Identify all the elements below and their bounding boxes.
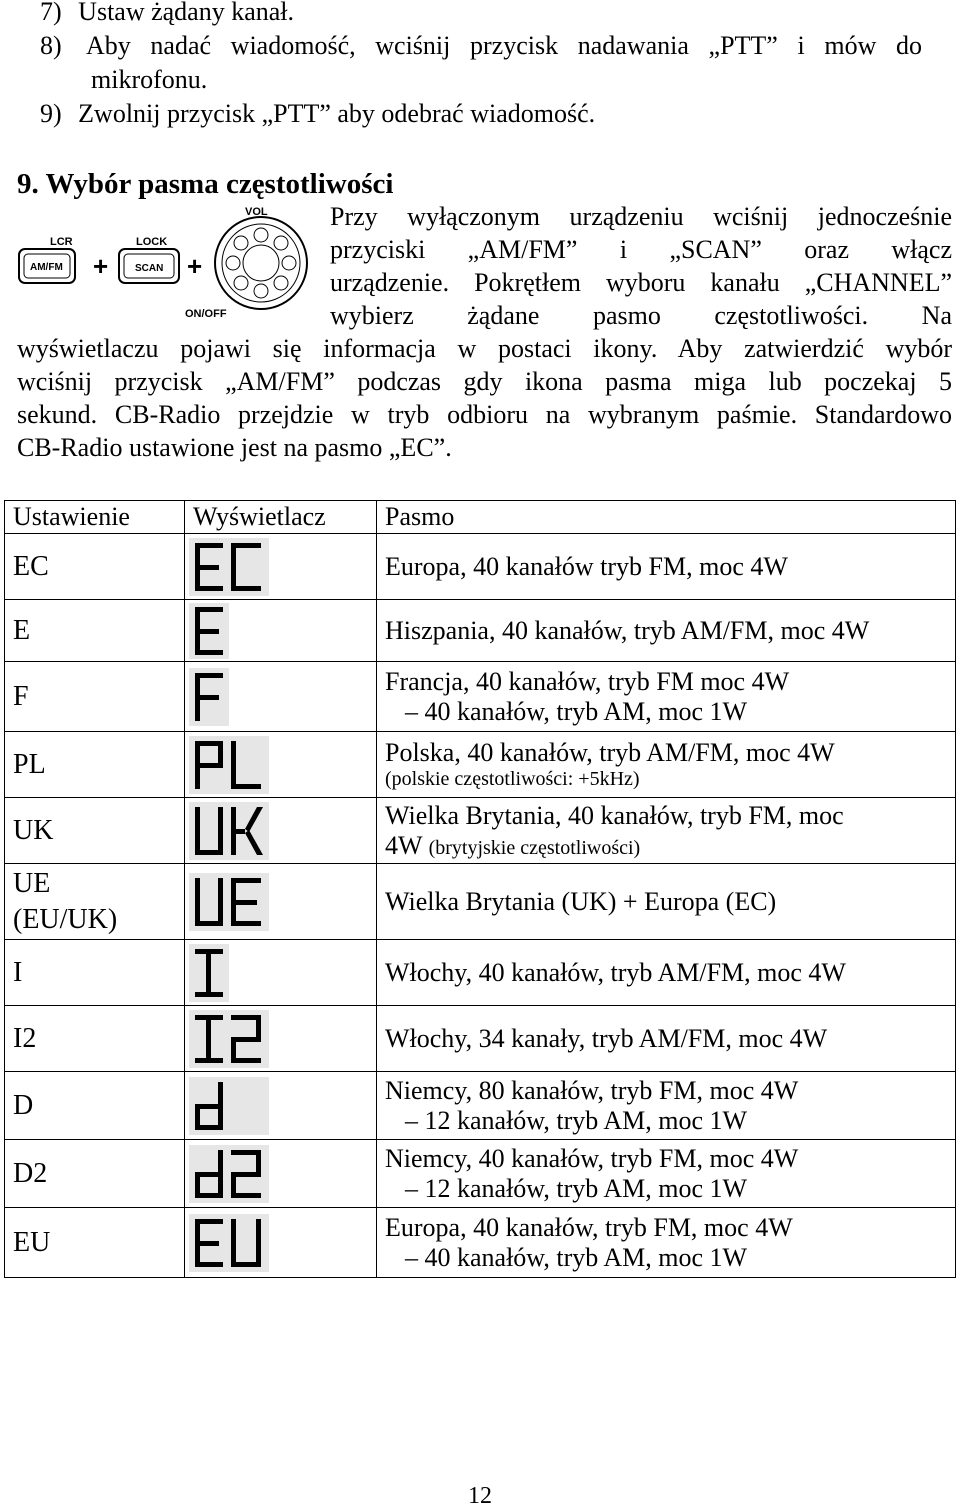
band-line: Wielka Brytania, 40 kanałów, tryb FM, moc	[385, 800, 844, 830]
display-cell	[185, 1072, 377, 1140]
setting-cell: PL	[5, 732, 185, 798]
setting-line: UE	[13, 867, 51, 899]
step-text: Zwolnij przycisk „PTT” aby odebrać wiadomość.	[78, 99, 596, 128]
lcd-icon	[189, 802, 269, 860]
band-line: 4W	[385, 830, 423, 860]
onoff-label: ON/OFF	[185, 308, 227, 320]
vol-knob-center	[243, 245, 279, 281]
section-title: 9. Wybór pasma częstotliwości	[17, 168, 394, 200]
band-line: – 40 kanałów, tryb AM, moc 1W	[405, 696, 748, 726]
vol-knob-outer	[215, 217, 307, 309]
para-line: urządzenie. Pokrętłem wyboru kanału „CHANNEL”	[330, 268, 952, 297]
band-line: Włochy, 34 kanały, tryb AM/FM, moc 4W	[385, 1023, 828, 1053]
header-setting: Ustawienie	[5, 501, 185, 534]
vol-knob-grips	[226, 228, 296, 298]
band-line: – 12 kanałów, tryb AM, moc 1W	[405, 1105, 748, 1135]
lcd-icon	[189, 668, 269, 726]
step-number: 8)	[40, 31, 62, 60]
lcd-icon	[189, 1145, 269, 1203]
step-number: 7)	[40, 0, 62, 26]
para-line: wciśnij przycisk „AM/FM” podczas gdy ikona pasma miga lub poczekaj 5	[17, 367, 952, 396]
setting-cell	[5, 864, 185, 940]
lcr-label: LCR	[50, 236, 73, 248]
band-line: Wielka Brytania (UK) + Europa (EC)	[385, 886, 777, 916]
band-cell	[377, 1006, 956, 1072]
lcd-icon	[189, 1077, 269, 1135]
display-cell	[185, 732, 377, 798]
table-row	[5, 864, 956, 940]
band-line: Francja, 40 kanałów, tryb FM moc 4W	[385, 666, 790, 696]
band-line: Hiszpania, 40 kanałów, tryb AM/FM, moc 4W	[385, 615, 870, 645]
radio-panel-figure	[15, 205, 315, 323]
setting-cell: I	[5, 940, 185, 1006]
display-cell	[185, 1208, 377, 1278]
step-8-line-2: mikrofonu.	[91, 65, 208, 94]
table-row	[5, 534, 956, 600]
lock-label: LOCK	[136, 236, 168, 248]
table-row	[5, 662, 956, 732]
table-row	[5, 798, 956, 864]
band-cell	[377, 940, 956, 1006]
lcd-icon	[189, 538, 269, 596]
plus-2: +	[187, 251, 203, 281]
setting-cell: UK	[5, 798, 185, 864]
setting-cell: EC	[5, 534, 185, 600]
step-text: Ustaw żądany kanał.	[78, 0, 295, 26]
lcd-icon	[189, 1010, 269, 1068]
display-cell	[185, 534, 377, 600]
lcd-icon	[189, 736, 269, 794]
table-row	[5, 1140, 956, 1208]
vol-label: VOL	[245, 206, 268, 218]
display-cell	[185, 662, 377, 732]
band-line: Niemcy, 80 kanałów, tryb FM, moc 4W	[385, 1075, 799, 1105]
setting-line: (EU/UK)	[13, 903, 118, 935]
setting-cell: I2	[5, 1006, 185, 1072]
band-line: Europa, 40 kanałów tryb FM, moc 4W	[385, 551, 788, 581]
band-line: – 12 kanałów, tryb AM, moc 1W	[405, 1173, 748, 1203]
table-row	[5, 1208, 956, 1278]
amfm-label: AM/FM	[30, 262, 63, 273]
para-line: CB-Radio ustawione jest na pasmo „EC”.	[17, 433, 452, 462]
band-cell	[377, 662, 956, 732]
table-row	[5, 1072, 956, 1140]
band-note: (polskie częstotliwości: +5kHz)	[385, 768, 640, 790]
setting-cell: E	[5, 600, 185, 662]
header-display: Wyświetlacz	[185, 501, 377, 534]
band-line: Polska, 40 kanałów, tryb AM/FM, moc 4W	[385, 738, 835, 767]
band-cell	[377, 1072, 956, 1140]
display-cell	[185, 1140, 377, 1208]
plus-1: +	[93, 251, 109, 281]
band-cell	[377, 798, 956, 864]
table-row	[5, 732, 956, 798]
step-9	[40, 97, 595, 131]
display-cell	[185, 864, 377, 940]
section-paragraph-wrapped	[330, 200, 952, 332]
band-cell	[377, 534, 956, 600]
para-line: wyświetlaczu pojawi się informacja w postaci ikony. Aby zatwierdzić wybór	[17, 334, 952, 363]
table-row	[5, 600, 956, 662]
setting-cell: F	[5, 662, 185, 732]
band-cell	[377, 1208, 956, 1278]
setting-cell: D	[5, 1072, 185, 1140]
scan-label: SCAN	[135, 263, 164, 274]
setting-cell: EU	[5, 1208, 185, 1278]
band-note: (brytyjskie częstotliwości)	[428, 836, 641, 859]
band-line: Włochy, 40 kanałów, tryb AM/FM, moc 4W	[385, 957, 846, 987]
para-line: przyciski „AM/FM” i „SCAN” oraz włącz	[330, 235, 952, 264]
band-line: Europa, 40 kanałów, tryb FM, moc 4W	[385, 1212, 793, 1242]
header-band: Pasmo	[377, 501, 956, 534]
band-cell	[377, 1140, 956, 1208]
band-table	[4, 500, 956, 1278]
band-line: – 40 kanałów, tryb AM, moc 1W	[405, 1242, 748, 1272]
display-cell	[185, 940, 377, 1006]
para-line: sekund. CB-Radio przejdzie w tryb odbioru na wybranym paśmie. Standardowo	[17, 400, 952, 429]
band-line: Niemcy, 40 kanałów, tryb FM, moc 4W	[385, 1143, 799, 1173]
lcd-icon	[189, 873, 269, 931]
lcd-icon	[189, 944, 269, 1002]
vol-knob-ring	[222, 224, 300, 302]
step-7	[40, 0, 294, 29]
display-cell	[185, 600, 377, 662]
table-row	[5, 1006, 956, 1072]
step-text: Aby nadać wiadomość, wciśnij przycisk nadawania „PTT” i mów do	[86, 31, 922, 60]
setting-cell: D2	[5, 1140, 185, 1208]
display-cell	[185, 1006, 377, 1072]
para-line: Przy wyłączonym urządzeniu wciśnij jednocześnie	[330, 202, 952, 231]
table-row	[5, 940, 956, 1006]
band-cell	[377, 864, 956, 940]
band-cell	[377, 732, 956, 798]
display-cell	[185, 798, 377, 864]
band-cell	[377, 600, 956, 662]
table-header-row	[5, 501, 956, 534]
lcd-icon	[189, 1214, 269, 1272]
step-8-line-1	[40, 29, 922, 63]
step-8	[40, 29, 922, 97]
page-number: 12	[468, 1483, 492, 1509]
step-number: 9)	[40, 99, 62, 128]
section-paragraph-full	[17, 332, 952, 464]
lcd-icon	[189, 603, 269, 659]
para-line: wybierz żądane pasmo częstotliwości. Na	[330, 301, 952, 330]
